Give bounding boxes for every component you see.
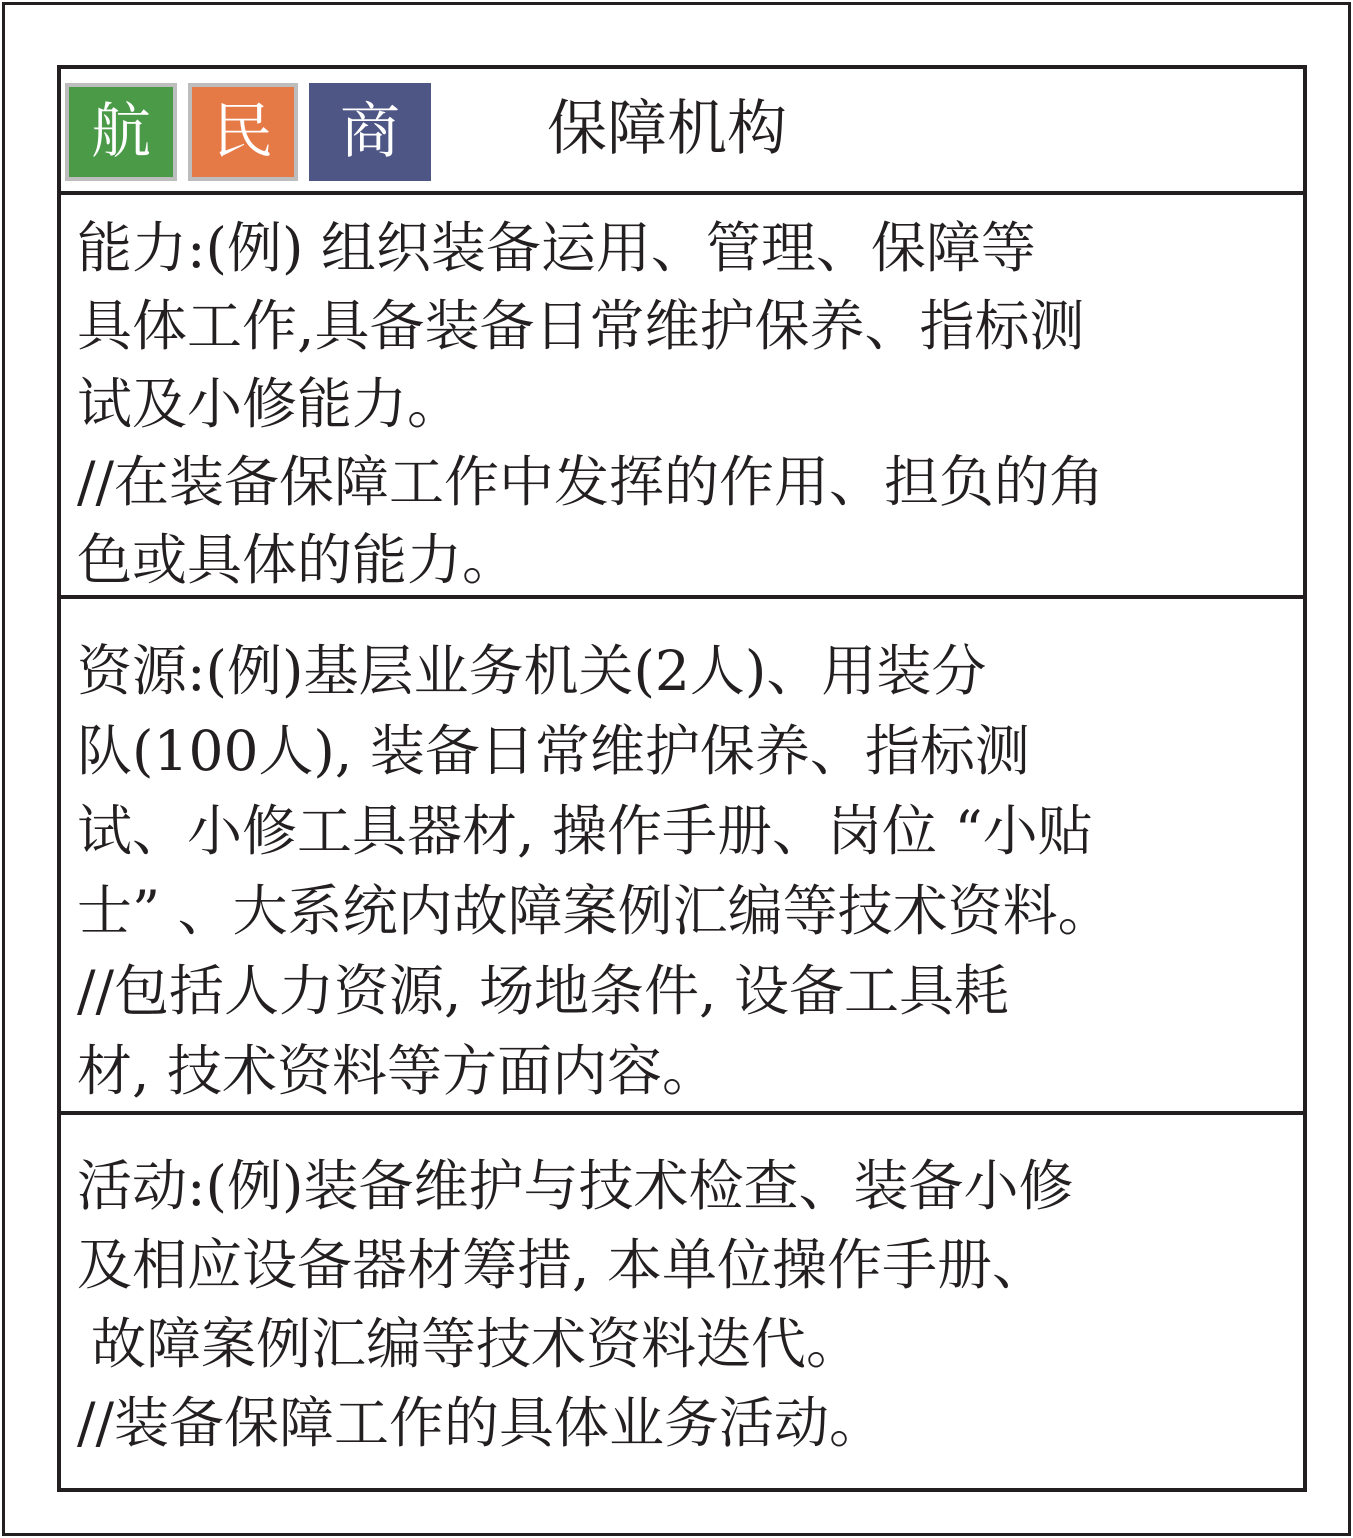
resources-line: 队(100人), 装备日常维护保养、指标测: [77, 719, 1030, 783]
activities-line: 活动:(例)装备维护与技术检查、装备小修: [77, 1154, 1074, 1218]
capability-line: 试及小修能力。: [77, 372, 463, 436]
resources-note-line: 材, 技术资料等方面内容。: [77, 1039, 717, 1103]
resources-line: 资源:(例)基层业务机关(2人)、用装分: [77, 639, 987, 703]
capability-note-line: //在装备保障工作中发挥的作用、担负的角: [77, 450, 1105, 514]
activities-line: 故障案例汇编等技术资料迭代。: [91, 1312, 862, 1376]
capability-line: 能力:(例) 组织装备运用、管理、保障等: [77, 216, 1036, 280]
activities-line: 及相应设备器材筹措, 本单位操作手册、: [77, 1233, 1047, 1297]
capability-note-line: 色或具体的能力。: [77, 528, 518, 592]
support-organization-card: [57, 65, 1307, 1492]
capability-section: [61, 195, 1303, 599]
capability-line: 具体工作,具备装备日常维护保养、指标测: [77, 294, 1085, 358]
resources-line: 士” 、大系统内故障案例汇编等技术资料。: [77, 879, 1113, 943]
activities-section: [61, 1119, 1303, 1488]
activities-note-line: //装备保障工作的具体业务活动。: [77, 1391, 885, 1455]
badge-shang: 商: [309, 83, 431, 181]
resources-section: [61, 603, 1303, 1115]
card-title: 保障机构: [547, 94, 787, 164]
badge-min: 民: [188, 83, 298, 181]
resources-line: 试、小修工具器材, 操作手册、岗位 “小贴: [77, 799, 1093, 863]
resources-note-line: //包括人力资源, 场地条件, 设备工具耗: [77, 959, 1009, 1023]
badge-hang: 航: [65, 83, 177, 181]
card-header: [61, 69, 1303, 195]
